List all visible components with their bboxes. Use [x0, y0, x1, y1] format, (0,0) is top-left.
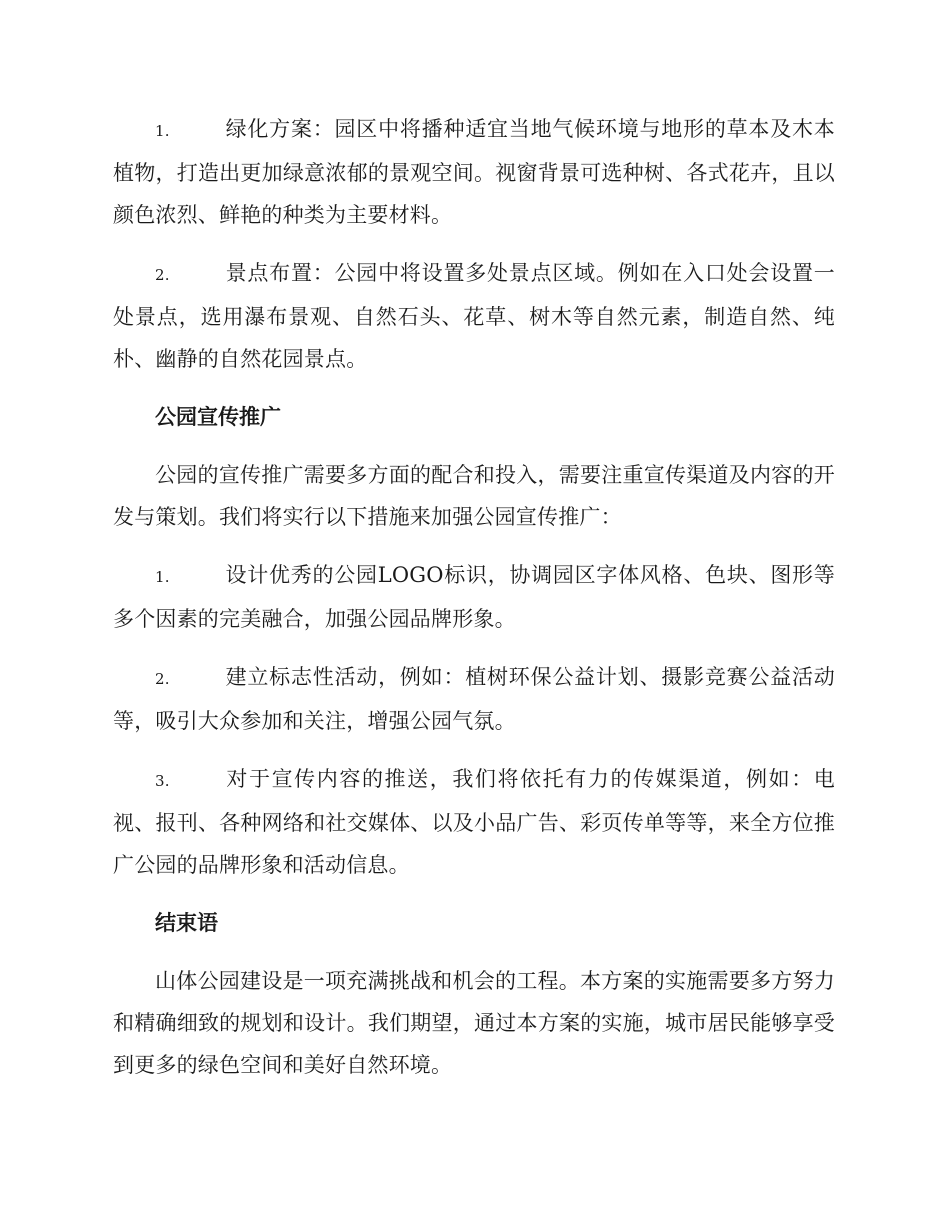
section-heading-conclusion: 结束语	[155, 911, 218, 935]
promotion-intro-paragraph: 公园的宣传推广需要多方面的配合和投入，需要注重宣传渠道及内容的开发与策划。我们将实行以下措施来加强公园宣传推广：	[113, 463, 835, 529]
list-item-logo	[113, 554, 835, 640]
list-item-text: 设计优秀的公园LOGO标识，协调园区字体风格、色块、图形等多个因素的完美融合，加强公园品牌形象。	[113, 563, 835, 631]
list-item-events	[113, 656, 835, 742]
conclusion-paragraph: 山体公园建设是一项充满挑战和机会的工程。本方案的实施需要多方努力和精确细致的规划和设计。我们期望，通过本方案的实施，城市居民能够享受到更多的绿色空间和美好自然环境。	[113, 969, 835, 1077]
list-item-text: 对于宣传内容的推送，我们将依托有力的传媒渠道，例如：电视、报刊、各种网络和社交媒体、以及小品广告、彩页传单等等，来全方位推广公园的品牌形象和活动信息。	[113, 767, 835, 877]
list-number: 3.	[155, 772, 170, 790]
list-number: 1.	[155, 122, 170, 140]
list-number: 1.	[155, 568, 170, 586]
section-heading-promotion: 公园宣传推广	[155, 405, 281, 429]
list-item-greening	[113, 108, 835, 236]
list-item-text: 建立标志性活动，例如：植树环保公益计划、摄影竞赛公益活动等，吸引大众参加和关注，增强公园气氛。	[113, 665, 835, 733]
list-item-media	[113, 758, 835, 886]
list-item-text: 景点布置：公园中将设置多处景点区域。例如在入口处会设置一处景点，选用瀑布景观、自然石头、花草、树木等自然元素，制造自然、纯朴、幽静的自然花园景点。	[113, 261, 835, 371]
list-item-text: 绿化方案：园区中将播种适宜当地气候环境与地形的草本及木本植物，打造出更加绿意浓郁的景观空间。视窗背景可选种树、各式花卉，且以颜色浓烈、鲜艳的种类为主要材料。	[113, 117, 835, 227]
list-number: 2.	[155, 266, 170, 284]
list-number: 2.	[155, 670, 170, 688]
list-item-scenic-spots	[113, 252, 835, 380]
document-page	[113, 108, 835, 1102]
